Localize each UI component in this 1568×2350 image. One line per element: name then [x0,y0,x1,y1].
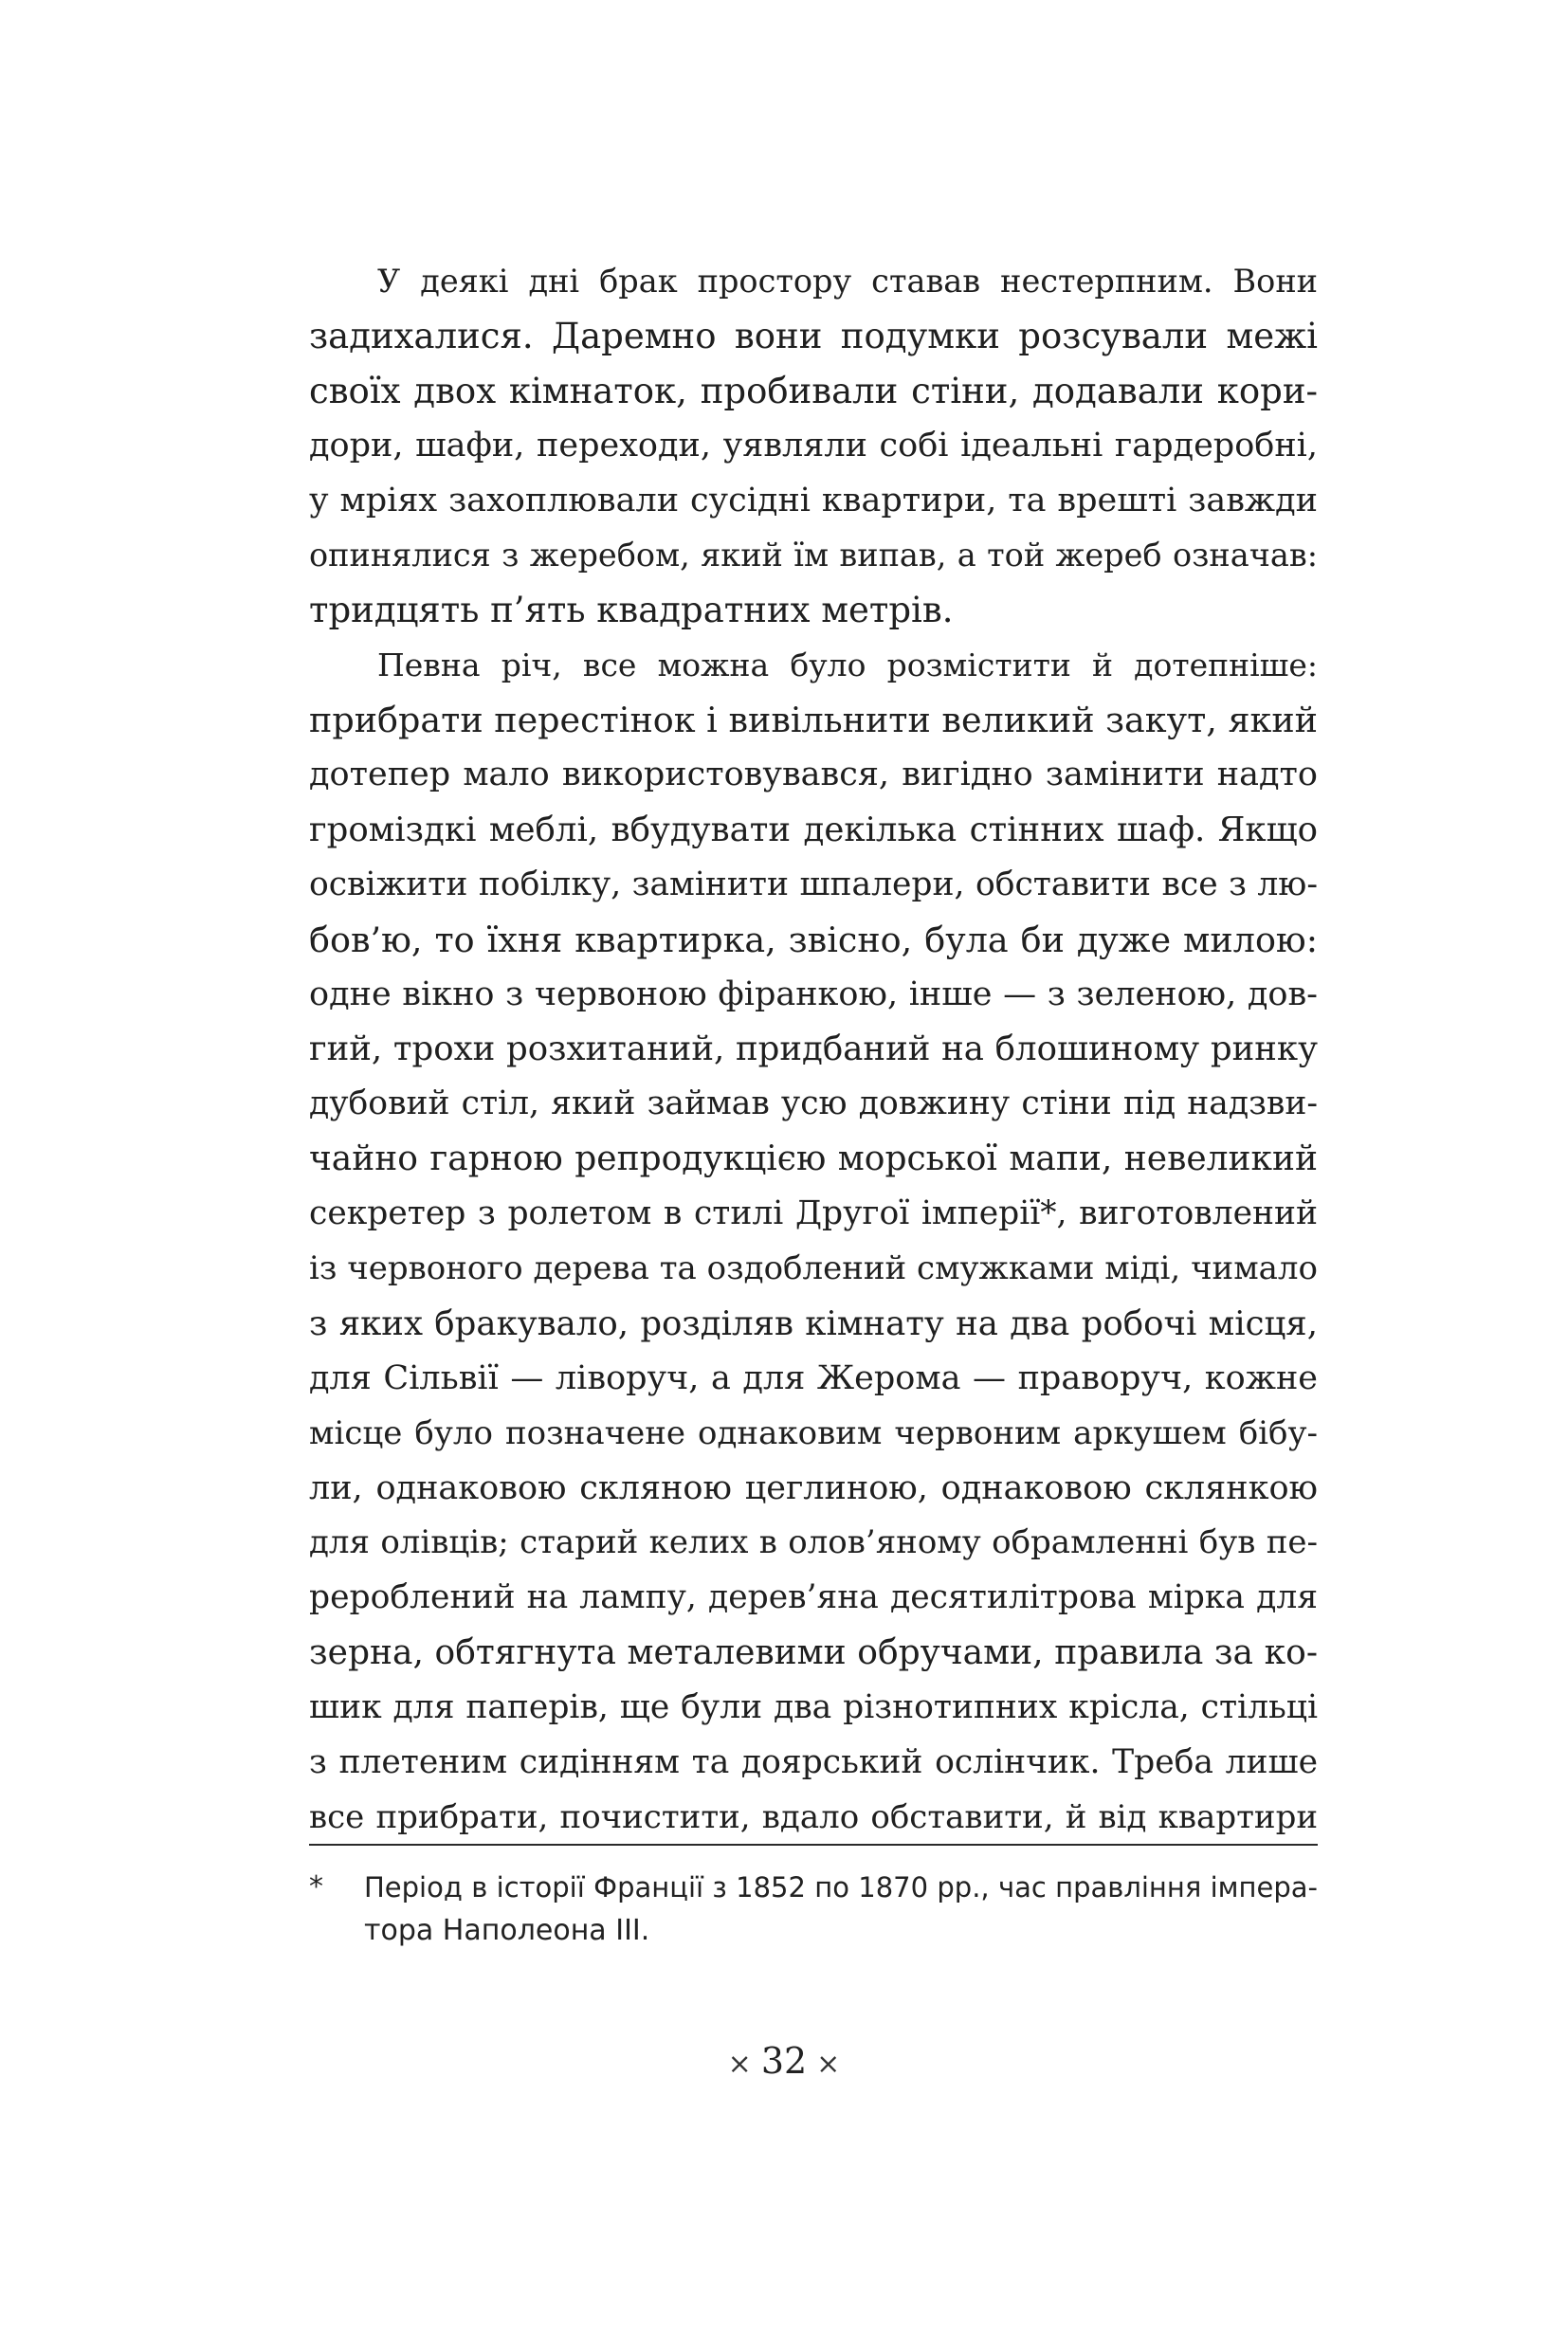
text-line: освіжити побілку, замінити шпалери, обставити все з лю- [309,865,1318,903]
footnote-divider [309,1844,1318,1846]
page-number-value: 32 [760,2040,808,2082]
text-line: місце було позначене однаковим червоним аркушем бібу- [309,1413,1318,1452]
text-line: прибрати перестінок і вивільнити великий закут, який [309,700,1318,741]
footnote-marker: * [309,1870,323,1904]
text-line: Певна річ, все можна було розмістити й дотепніше: [377,647,1318,684]
text-line: шик для паперів, ще були два різнотипних крісла, стільці [309,1688,1318,1727]
text-line: все прибрати, почистити, вдало обставити, й від квартири [309,1797,1318,1836]
text-line: для Сільвії — ліворуч, а для Жерома — праворуч, кожне [309,1358,1318,1397]
body-text [309,254,1318,1846]
text-line: У деякі дні брак простору ставав нестерпним. Вони [377,263,1318,300]
text-line: громіздкі меблі, вбудувати декілька стінних шаф. Якщо [309,810,1318,849]
text-line: бов’ю, то їхня квартирка, звісно, була би дуже милою: [309,919,1318,960]
text-line: у мріях захоплювали сусідні квартири, та врешті завжди [309,481,1318,519]
page-number [0,2040,1568,2082]
text-line: опинялися з жеребом, який їм випав, а той жереб означав: [309,537,1318,574]
text-line: дори, шафи, переходи, уявляли собі ідеальні гардеробні, [309,426,1318,465]
text-line: чайно гарною репродукцією морської мапи, невеликий [309,1139,1318,1179]
footnote-text: Період в історії Франції з 1852 по 1870 рр., час правління імпера- [364,1871,1318,1904]
text-line: зерна, обтягнута металевими обручами, правила за ко- [309,1633,1318,1673]
text-line: дубовий стіл, який займав усю довжину стіни під надзви- [309,1084,1318,1123]
page-number-left-ornament: × [727,2048,752,2081]
page-number-right-ornament: × [816,2048,841,2081]
text-line: дотепер мало використовувався, вигідно замінити надто [309,756,1318,794]
text-line: ли, однаковою скляною цеглиною, однаковою склянкою [309,1468,1318,1507]
footnote [309,1866,1318,1953]
footnote-line [309,1866,1318,1909]
text-line: своїх двох кімнаток, пробивали стіни, додавали кори- [309,370,1318,411]
text-line: з яких бракувало, розділяв кімнату на два робочі місця, [309,1303,1318,1343]
text-line: гий, трохи розхитаний, придбаний на блошиному ринку [309,1029,1318,1069]
text-line: секретер з ролетом в стилі Другої імперії*, виготовлений [309,1194,1318,1233]
text-line: задихалися. Даремно вони подумки розсували межі [309,315,1318,356]
text-line: тридцять п’ять квадратних метрів. [309,590,954,631]
text-line: одне вікно з червоною фіранкою, інше — з зеленою, дов- [309,975,1318,1013]
text-line: із червоного дерева та оздоблений смужками міді, чимало [309,1249,1318,1288]
footnote-text: тора Наполеона ІІІ. [364,1914,650,1947]
footnote-line [309,1909,1318,1953]
text-line: з плетеним сидінням та доярський ослінчик. Треба лише [309,1743,1318,1782]
text-line: рероблений на лампу, дерев’яна десятилітрова мірка для [309,1578,1318,1617]
text-line: для олівців; старий келих в олов’яному обрамленні був пе- [309,1523,1318,1562]
